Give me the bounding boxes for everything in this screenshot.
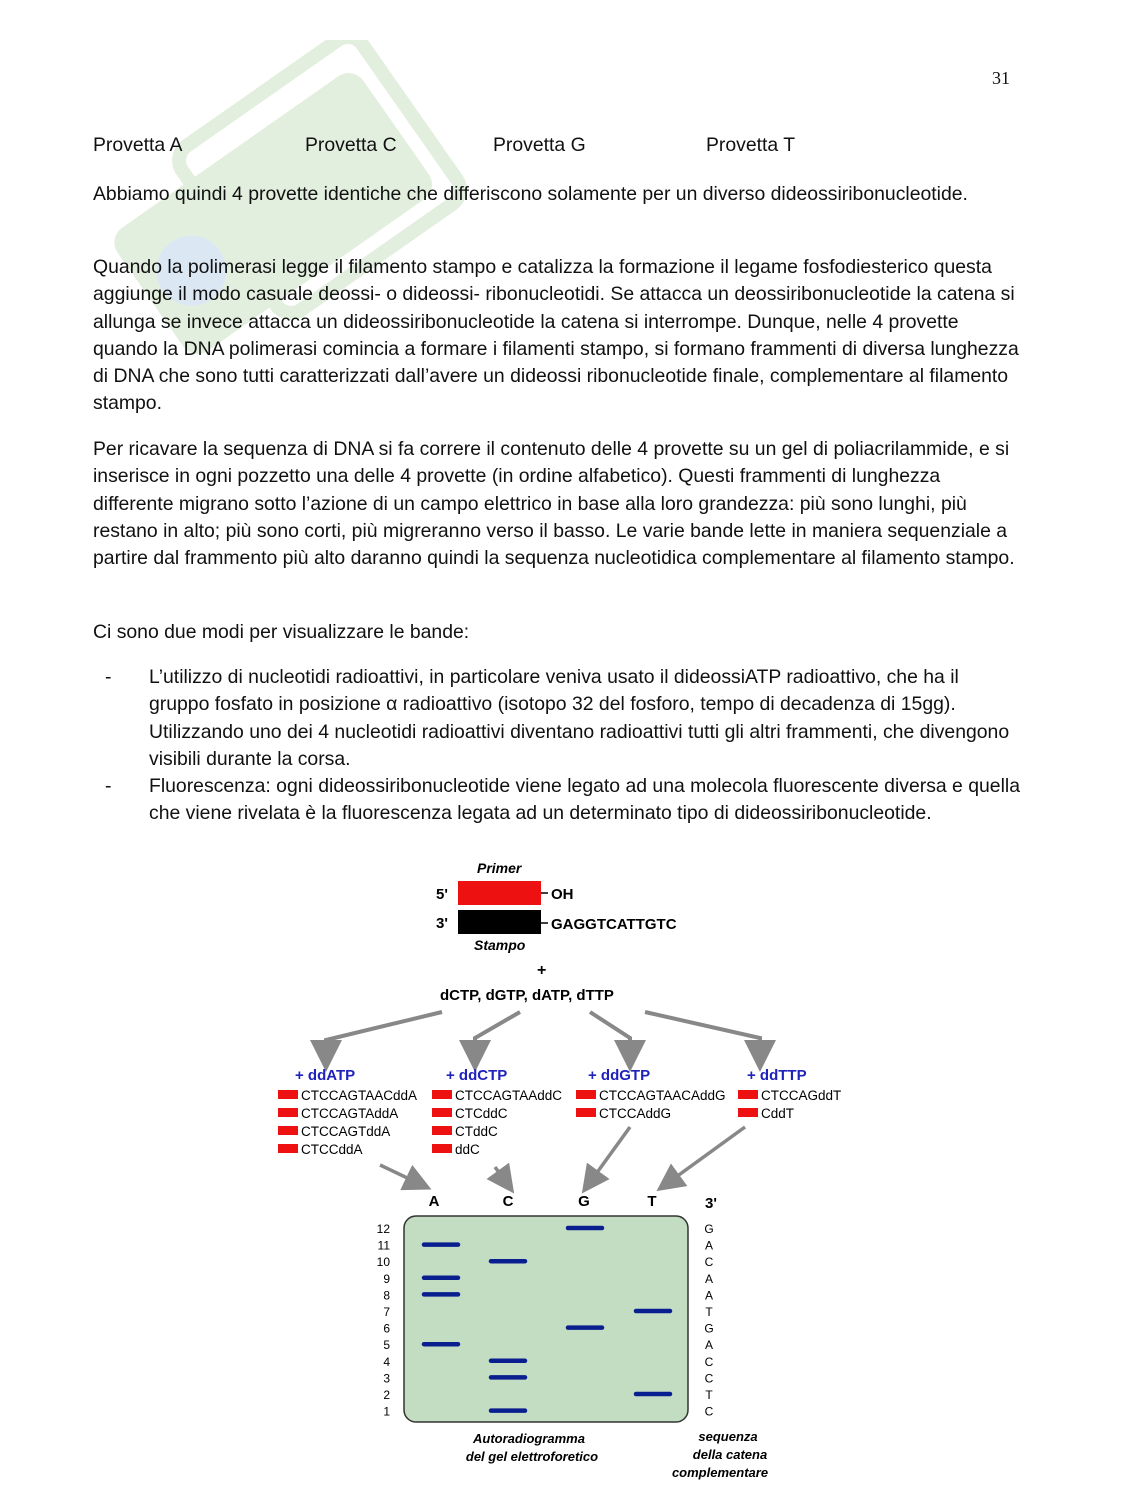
ddgtp-label: + ddGTP bbox=[588, 1067, 651, 1084]
fragment-marker bbox=[278, 1126, 298, 1135]
arrow-to-lane-a bbox=[380, 1165, 422, 1185]
arrow-to-ddttp bbox=[645, 1012, 760, 1060]
three-prime-label: 3' bbox=[436, 915, 448, 932]
tube-label-a: Provetta A bbox=[93, 134, 183, 156]
bullet-text: Fluorescenza: ogni dideossiribonucleotide viene legato ad una molecola fluorescente diversa e quella che viene rivelata è la fluorescenza legata ad un determinato tipo di dideossiribonucleotide. bbox=[149, 775, 1020, 825]
fragment-marker bbox=[432, 1108, 452, 1117]
plus-sign: + bbox=[537, 962, 547, 979]
complement-base: C bbox=[704, 1404, 714, 1419]
fragment-marker bbox=[278, 1108, 298, 1117]
oh-label: OH bbox=[551, 886, 574, 903]
row-number: 6 bbox=[383, 1321, 390, 1336]
arrow-to-lane-c bbox=[495, 1167, 508, 1185]
complement-base: A bbox=[704, 1338, 714, 1353]
fragment-sequence: CTCCddA bbox=[301, 1142, 363, 1157]
fragment-sequence: CTCCAGTAACAddG bbox=[599, 1088, 726, 1103]
page-number: 31 bbox=[992, 68, 1010, 88]
complement-base: G bbox=[704, 1321, 714, 1336]
tube-labels bbox=[0, 134, 1148, 164]
sanger-diagram bbox=[270, 855, 870, 1485]
fragment-marker bbox=[432, 1126, 452, 1135]
row-number: 2 bbox=[383, 1388, 390, 1402]
fragment-sequence: ddC bbox=[455, 1142, 480, 1157]
row-number: 8 bbox=[383, 1288, 390, 1303]
bullet-item bbox=[93, 664, 1023, 773]
bullet-text: L’utilizzo di nucleotidi radioattivi, in particolare veniva usato il dideossiATP radioattivo, che ha il gruppo fosfato in posizione α radioattivo (isotopo 32 del fosforo, tempo di decadenza di 15gg). Utilizzando uno dei 4 nucleotidi radioattivi diventano radioattivi tutti gli altri frammenti, che divengono visibili durante la corsa. bbox=[149, 666, 1010, 770]
complement-base: C bbox=[704, 1371, 714, 1386]
row-number: 7 bbox=[383, 1305, 390, 1319]
gel-caption-line-1: Autoradiogramma bbox=[473, 1431, 585, 1446]
complement-base: G bbox=[704, 1222, 714, 1236]
fragment-marker bbox=[738, 1108, 758, 1117]
fragment-sequence: CTCCAGTddA bbox=[301, 1124, 391, 1139]
bullet-list bbox=[93, 664, 1023, 828]
arrow-to-lane-g bbox=[588, 1127, 630, 1185]
primer-bar bbox=[458, 881, 541, 905]
row-number: 11 bbox=[377, 1238, 390, 1253]
row-number: 3 bbox=[383, 1371, 390, 1386]
row-number: 4 bbox=[383, 1354, 390, 1369]
arrow-to-ddatp bbox=[326, 1012, 442, 1060]
row-number: 9 bbox=[383, 1271, 390, 1286]
paragraph-2: Quando la polimerasi legge il filamento stampo e catalizza la formazione il legame fosfodiesterico questa aggiunge il modo casuale deossi- o dideossi- ribonucleotidi. Se attacca un deossiribonucleotide la catena si allunga se invece attacca un dideossiribonucleotide la catena si interrompe. Dunque, nelle 4 provette quando la DNA polimerasi comincia a formare i filamenti stampo, si formano frammenti di diversa lunghezza di DNA che sono tutti caratterizzati dall’avere un dideossi ribonucleotide finale, complementare al filamento stampo. bbox=[93, 256, 1019, 415]
fragment-marker bbox=[278, 1090, 298, 1099]
tube-label-g: Provetta G bbox=[493, 134, 586, 156]
row-number: 5 bbox=[383, 1338, 390, 1353]
row-number: 1 bbox=[383, 1404, 390, 1419]
arrow-to-ddctp bbox=[475, 1012, 520, 1060]
complement-base: T bbox=[705, 1305, 713, 1319]
fragment-sequence: CTCCAddG bbox=[599, 1106, 672, 1121]
lane-label-c: C bbox=[502, 1193, 514, 1210]
bullet-item bbox=[93, 773, 1023, 828]
fragment-marker bbox=[738, 1090, 758, 1099]
arrow-to-ddgtp bbox=[590, 1012, 630, 1060]
lane-label-a: A bbox=[428, 1193, 440, 1210]
complement-base: A bbox=[704, 1238, 714, 1253]
five-prime-label: 5' bbox=[436, 886, 448, 903]
tube-label-c: Provetta C bbox=[305, 134, 397, 156]
fragment-marker bbox=[576, 1090, 596, 1099]
row-number: 12 bbox=[376, 1222, 390, 1236]
paragraph-1: Abbiamo quindi 4 provette identiche che differiscono solamente per un diverso dideossiribonucleotide. bbox=[93, 183, 968, 205]
complement-base: A bbox=[704, 1271, 714, 1286]
template-label: Stampo bbox=[474, 937, 526, 953]
fragment-sequence: CTCCAGTAddA bbox=[301, 1106, 399, 1121]
ddttp-label: + ddTTP bbox=[747, 1067, 807, 1084]
bullet-marker: - bbox=[105, 775, 112, 798]
fragment-sequence: CddT bbox=[761, 1106, 795, 1121]
arrow-to-lane-t bbox=[665, 1127, 745, 1185]
template-bar bbox=[458, 910, 541, 934]
fragment-marker bbox=[278, 1144, 298, 1153]
fragment-sequence: CTCddC bbox=[455, 1106, 508, 1121]
fragment-lists bbox=[278, 1088, 841, 1157]
gel-caption-line-2: del gel elettroforetico bbox=[465, 1449, 599, 1464]
sanger-figure bbox=[270, 855, 870, 1485]
dntp-list: dCTP, dGTP, dATP, dTTP bbox=[440, 987, 614, 1004]
complement-base: T bbox=[705, 1388, 713, 1402]
fragment-marker bbox=[432, 1144, 452, 1153]
fragment-marker bbox=[576, 1108, 596, 1117]
lane-label-g: G bbox=[578, 1193, 590, 1210]
paragraph-4: Ci sono due modi per visualizzare le bande: bbox=[93, 621, 470, 643]
fragment-sequence: CTCCAGTAACddA bbox=[301, 1088, 418, 1103]
lane-label-t: T bbox=[647, 1193, 657, 1210]
seq-caption-line-2: della catena bbox=[692, 1447, 768, 1462]
seq-caption-line-3: complementare bbox=[671, 1465, 769, 1480]
fragment-sequence: CTddC bbox=[455, 1124, 498, 1139]
complement-base: C bbox=[704, 1255, 714, 1270]
tube-label-t: Provetta T bbox=[706, 134, 796, 156]
three-prime-right: 3' bbox=[705, 1195, 717, 1212]
ddctp-label: + ddCTP bbox=[446, 1067, 508, 1084]
row-number: 10 bbox=[376, 1255, 390, 1270]
paragraph-3: Per ricavare la sequenza di DNA si fa correre il contenuto delle 4 provette su un gel di poliacrilammide, e si inserisce in ogni pozzetto una delle 4 provette (in ordine alfabetico). Questi frammenti di lunghezza differente migrano sotto l’azione di un campo elettrico in base alla loro grandezza: più sono lunghi, più restano in alto; più sono corti, più migreranno verso il basso. Le varie bande lette in maniera sequenziale a partire dal frammento più alto daranno quindi la sequenza nucleotidica complementare al filamento stampo. bbox=[93, 438, 1015, 570]
template-sequence: GAGGTCATTGTC bbox=[551, 916, 677, 933]
fragment-sequence: CTCCAGTAAddC bbox=[455, 1088, 563, 1103]
ddatp-label: + ddATP bbox=[295, 1067, 356, 1084]
complement-base: C bbox=[704, 1354, 714, 1369]
fragment-marker bbox=[432, 1090, 452, 1099]
bullet-marker: - bbox=[105, 666, 112, 688]
complement-base: A bbox=[704, 1288, 714, 1303]
gel-panel bbox=[404, 1216, 688, 1422]
primer-label: Primer bbox=[477, 860, 522, 876]
fragment-sequence: CTCCAGddT bbox=[761, 1088, 842, 1103]
seq-caption-line-1: sequenza bbox=[698, 1429, 758, 1444]
